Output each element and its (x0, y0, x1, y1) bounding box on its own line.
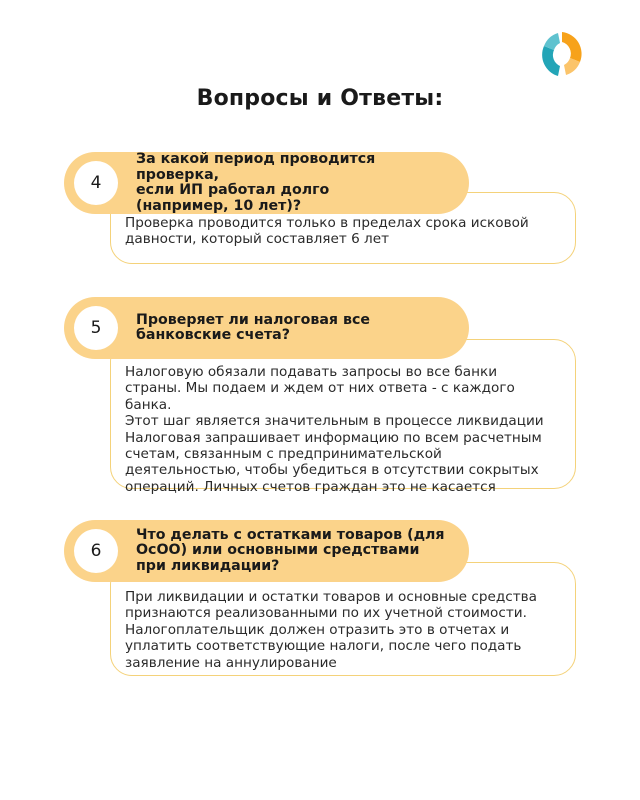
question-number: 5 (74, 306, 118, 350)
answer-text: Проверка проводится только в пределах срока исковой давности, который составляет 6 лет (125, 215, 529, 248)
answer-text: При ликвидации и остатки товаров и основные средства признаются реализованными по их учетной стоимости. Налогоплательщик должен отразить это в отчетах и уплатить соответствующие налоги, после чего подать заявление на аннулирование (125, 589, 537, 671)
question-pill (64, 297, 469, 359)
answer-text: Налоговую обязали подавать запросы во все банки страны. Мы подаем и ждем от них ответа - с каждого банка. Этот шаг является значительным в процессе ликвидации Налоговая запрашивает информацию по всем расчетным счетам, связанным с предпринимательской деятельностью, чтобы убедиться в отсутствии сокрытых операций. Личных счетов граждан это не касается (125, 364, 544, 495)
qa-item-6 (64, 520, 576, 678)
question-text: За какой период проводится проверка, если ИП работал долго (например, 10 лет)? (136, 151, 376, 214)
brand-logo-icon (536, 28, 588, 80)
page-title: Вопросы и Ответы: (196, 86, 444, 111)
question-pill (64, 520, 469, 582)
question-text: Что делать с остатками товаров (для ОсОО) или основными средствами при ликвидации? (136, 526, 445, 574)
question-pill (64, 152, 469, 214)
question-text: Проверяет ли налоговая все банковские счета? (136, 311, 370, 343)
question-number: 4 (74, 161, 118, 205)
qa-item-4 (64, 152, 576, 268)
question-number: 6 (74, 529, 118, 573)
answer-box (110, 339, 576, 495)
qa-item-5 (64, 297, 576, 495)
